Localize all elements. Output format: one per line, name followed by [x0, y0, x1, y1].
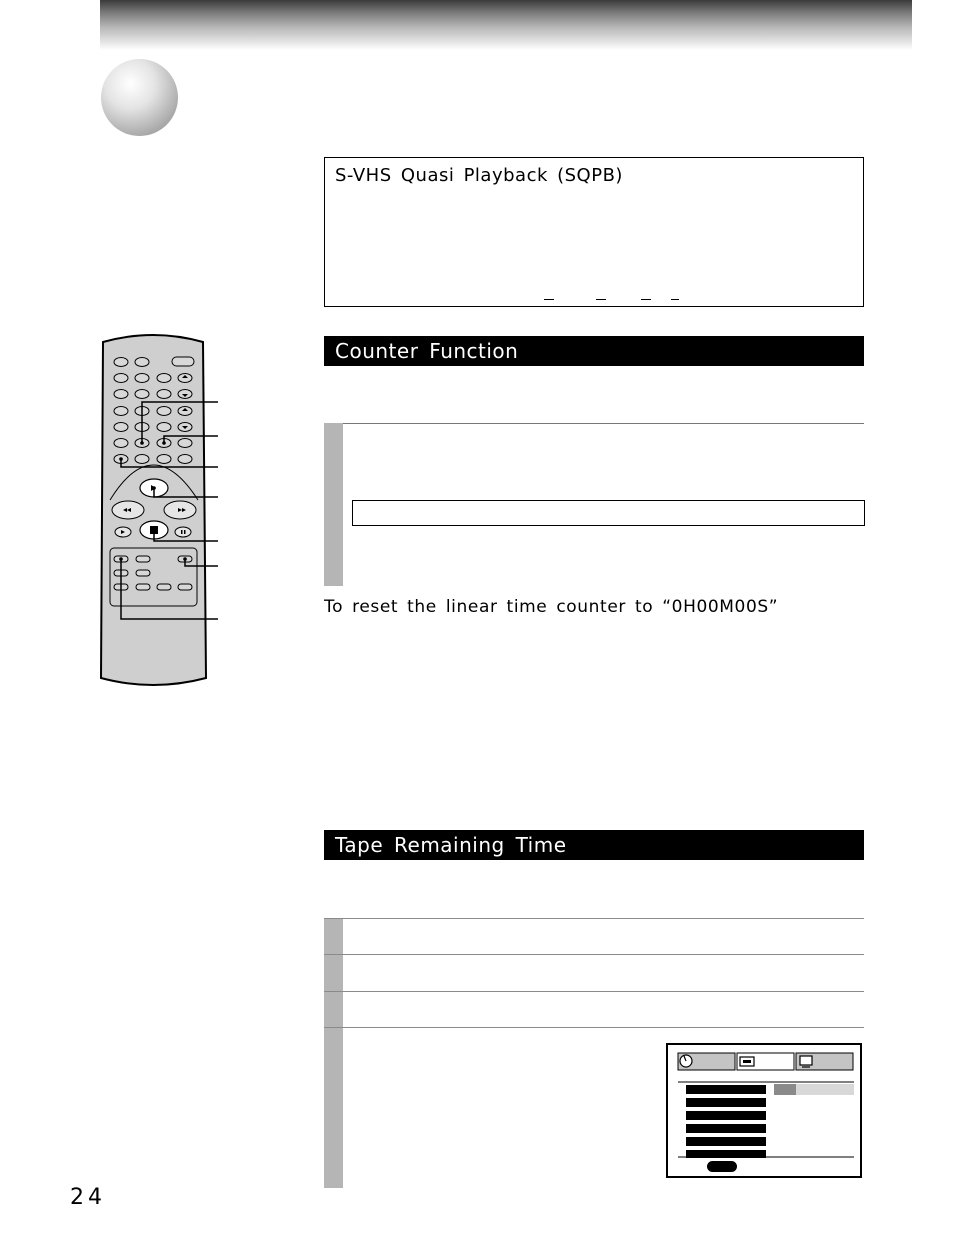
onscreen-menu-illustration — [666, 1043, 862, 1178]
tape-remaining-heading: Tape Remaining Time — [324, 830, 864, 860]
underline-mark — [596, 299, 606, 300]
underline-mark — [671, 299, 679, 300]
header-band — [100, 0, 912, 50]
step-number-bar — [324, 955, 343, 991]
tv-icon — [800, 1056, 812, 1067]
counter-function-heading: Counter Function — [324, 336, 864, 366]
step-divider — [324, 954, 864, 955]
remote-control-illustration — [98, 330, 223, 690]
step-divider — [324, 991, 864, 992]
step-number-bar — [324, 1028, 343, 1188]
chapter-marker — [101, 59, 178, 136]
reset-instruction: To reset the linear time counter to “0H00M00S” — [324, 597, 779, 617]
underline-mark — [544, 299, 554, 300]
step-divider — [324, 1027, 864, 1028]
step-number-bar — [324, 992, 343, 1027]
remote-control-icon — [98, 330, 223, 694]
step-divider — [324, 918, 864, 919]
cassette-icon — [740, 1057, 754, 1066]
clock-icon — [680, 1055, 692, 1067]
note-title: S-VHS Quasi Playback (SQPB) — [335, 165, 623, 186]
page-number: 24 — [70, 1185, 106, 1210]
step-number-bar — [324, 423, 343, 586]
sqpb-note-box — [324, 157, 864, 307]
counter-display-box — [352, 500, 865, 526]
step-divider — [324, 423, 864, 424]
onscreen-menu-graphic — [668, 1045, 860, 1176]
step-number-bar — [324, 919, 343, 954]
underline-mark — [641, 299, 651, 300]
